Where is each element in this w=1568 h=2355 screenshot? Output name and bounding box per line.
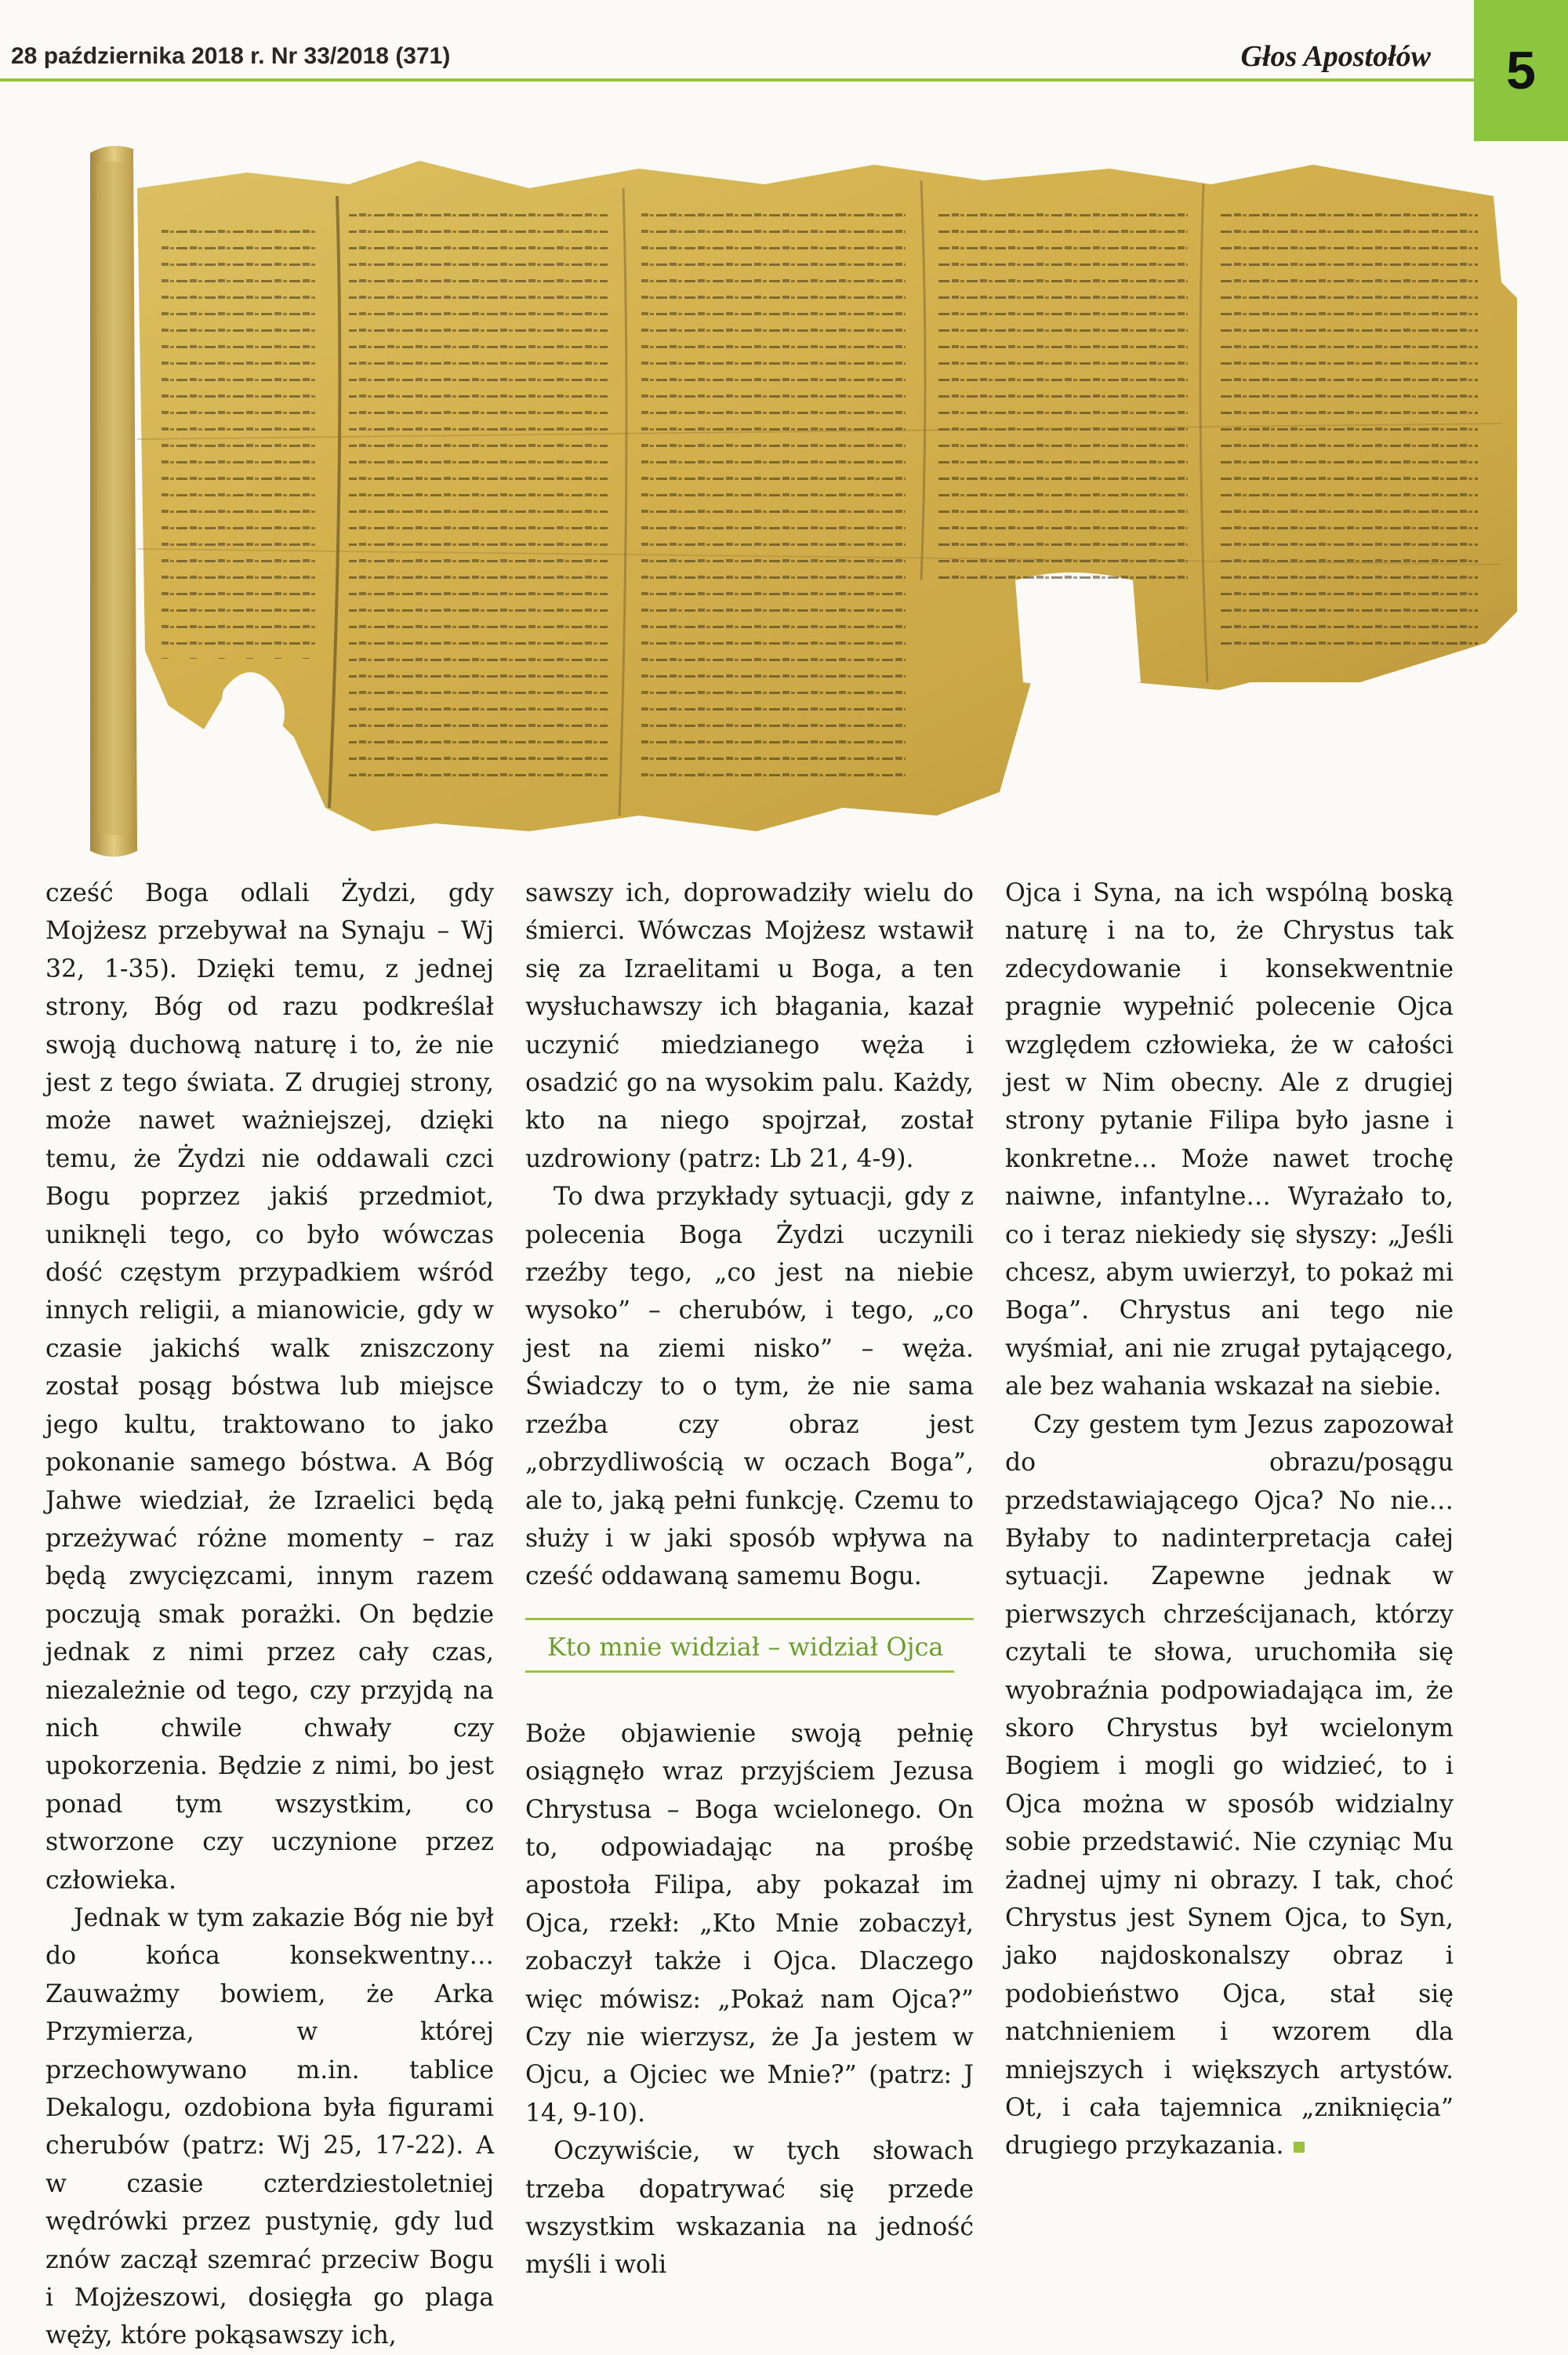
paragraph: To dwa przykłady sytuacji, gdy z polecenia Boga Żydzi uczynili rzeźby tego, „co jest na niebie wysoko” – cherubów, i tego, „co jest na ziemi nisko” – węża. Świadczy to o tym, że nie sama rzeźba czy obraz jest „obrzydliwością w oczach Boga”, ale to, jaką pełni funkcję. Czemu to służy i w jaki sposób wpływa na cześć oddawaną samemu Bogu. [525, 1183, 974, 1591]
article-column-1 [45, 874, 494, 2355]
paragraph: Oczywiście, w tych słowach trzeba dopatrywać się przede wszystkim wskazania na jedność myśli i woli [525, 2137, 974, 2280]
subheading: Kto mnie widział – widział Ojca [525, 1626, 954, 1673]
paragraph: Ojca i Syna, na ich wspólną boską naturę i na to, że Chrystus tak zdecydowanie i konsekwentnie pragnie wypełnić polecenie Ojca względem człowieka, że w całości jest w Nim obecny. Ale z drugiej strony pytanie Filipa było jasne i konkretne… Może nawet trochę naiwne, infantylne… Wyrażało to, co i teraz niekiedy się słyszy: „Jeśli chcesz, abym uwierzył, to pokaż mi Boga”. Chrystus ani tego nie wyśmiał, ani nie zrugał pytającego, ale bez wahania wskazał na siebie. [1005, 879, 1454, 1401]
page-number-box [1474, 0, 1568, 141]
end-of-article-square-icon [1294, 2142, 1305, 2153]
paragraph: Jednak w tym zakazie Bóg nie był do końca konsekwentny… Zauważmy bowiem, że Arka Przymierza, w której przechowywano m.in. tablice Dekalogu, ozdobiona była figurami cherubów (patrz: Wj 25, 17-22). A w czasie czterdziestoletniej wędrówki przez pustynię, gdy lud znów zaczął szemrać przeciw Bogu i Mojżeszowi, dosięgła go plaga węży, które pokąsawszy ich, [45, 1903, 494, 2350]
paragraph: cześć Boga odlali Żydzi, gdy Mojżesz przebywał na Synaju – Wj 32, 1-35). Dzięki temu, z jednej strony, Bóg od razu podkreślał swoją duchową naturę i to, że nie jest z tego świata. Z drugiej strony, może nawet ważniejszej, dzięki temu, że Żydzi nie oddawali czci Bogu poprzez jakiś przedmiot, uniknęli tego, co było wówczas dość częstym przypadkiem wśród innych religii, a mianowicie, gdy w czasie jakichś walk zniszczony został posąg bóstwa lub miejsce jego kultu, traktowano to jako pokonanie samego bóstwa. A Bóg Jahwe wiedział, że Izraelici będą przeżywać różne momenty – raz będą zwycięzcami, innym razem poczują smak porażki. On będzie jednak z nimi przez cały czas, niezależnie od tego, czy przyjdą na nich chwile chwały czy upokorzenia. Będzie z nimi, bo jest ponad tym wszystkim, co stworzone czy uczynione przez człowieka. [45, 879, 494, 1895]
article-column-3 [1005, 874, 1454, 2165]
paragraph [1005, 1406, 1454, 2165]
dead-sea-scroll-image [90, 141, 1568, 863]
paragraph: sawszy ich, doprowadziły wielu do śmierci. Wówczas Mojżesz wstawił się za Izraelitami u Boga, a ten wysłuchawszy ich błagania, kazał uczynić miedzianego węża i osadzić go na wysokim palu. Każdy, kto na niego spojrzał, został uzdrowiony (patrz: Lb 21, 4-9). [525, 879, 974, 1173]
subheading-box [525, 1618, 974, 1673]
paragraph-text: Czy gestem tym Jezus zapozował do obrazu/posągu przedstawiającego Ojca? No nie… Byłaby to nadinterpretacja całej sytuacji. Zapewne jednak w pierwszych chrześcijanach, którzy czytali te słowa, uruchomiła się wyobraźnia podpowiadająca im, że skoro Chrystus był wcielonym Bogiem i mogli go widzieć, to i Ojca można w sposób widzialny sobie przedstawić. Nie czyniąc Mu żadnej ujmy ni obrazy. I tak, choć Chrystus jest Synem Ojca, to Syn, jako najdoskonalszy obraz i podobieństwo Ojca, stał się natchnieniem i wzorem dla mniejszych i większych artystów. Ot, i cała tajemnica „zniknięcia” drugiego przykazania. [1005, 1410, 1454, 2161]
header-rule [0, 78, 1474, 82]
page-number: 5 [1506, 41, 1536, 100]
article-column-2 [525, 874, 974, 2284]
paragraph: Boże objawienie swoją pełnię osiągnęło wraz przyjściem Jezusa Chrystusa – Boga wcielonego. On to, odpowiadając na prośbę apostoła Filipa, aby pokazał im Ojca, rzekł: „Kto Mnie zobaczył, zobaczył także i Ojca. Dlaczego więc mówisz: „Pokaż nam Ojca?” Czy nie wierzysz, że Ja jestem w Ojcu, a Ojciec we Mnie?” (patrz: J 14, 9-10). [525, 1719, 974, 2128]
masthead-title: Głos Apostołów [1240, 40, 1431, 73]
issue-date: 28 października 2018 r. Nr 33/2018 (371) [11, 43, 451, 69]
